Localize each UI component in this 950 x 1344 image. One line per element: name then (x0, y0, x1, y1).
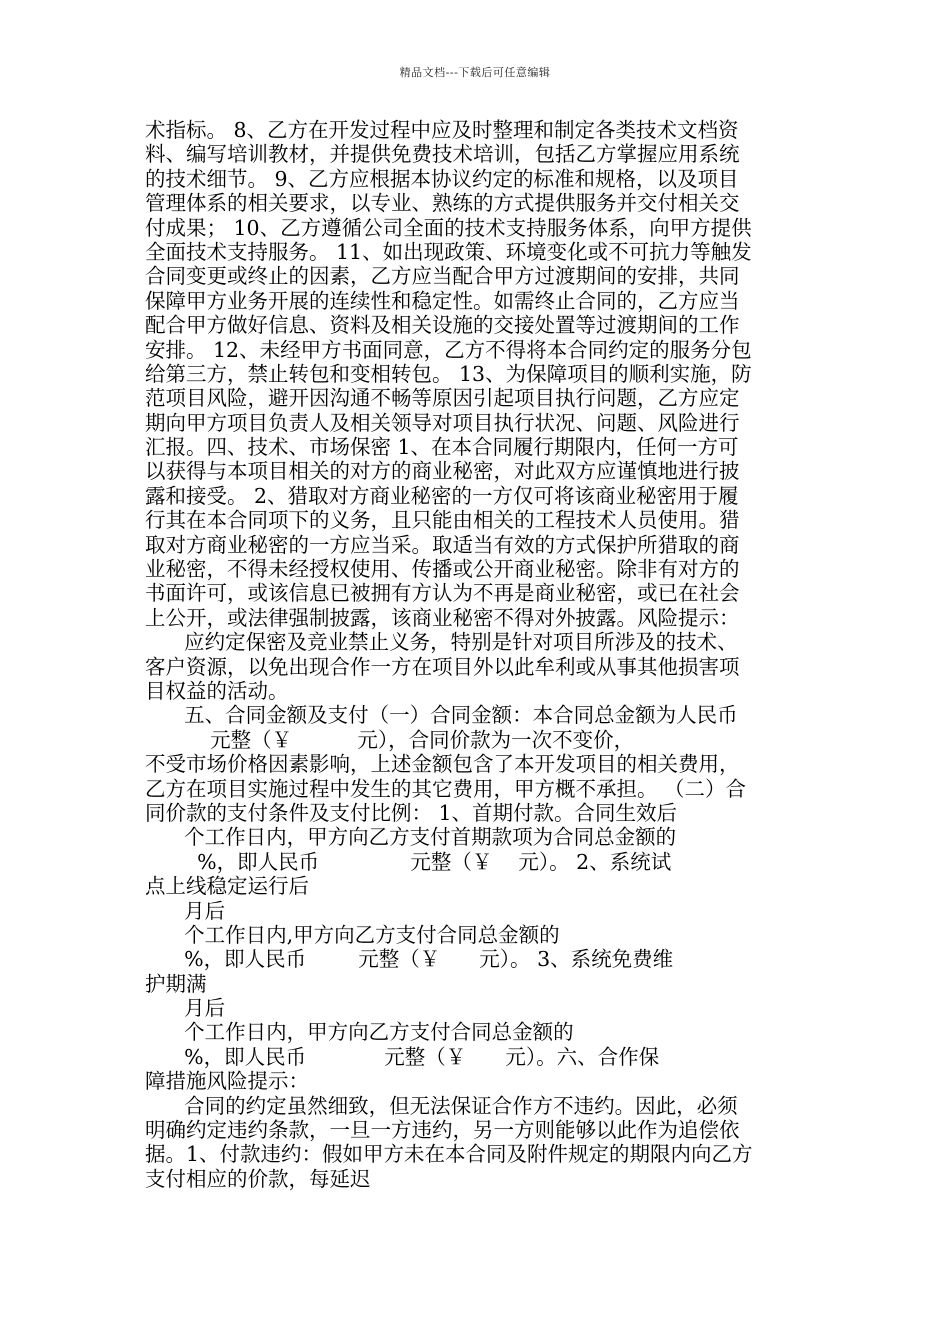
text-line: 管理体系的相关要求，以专业、熟练的方式提供服务并交付相关交 (145, 191, 740, 216)
text-line: 汇报。四、技术、市场保密 1、在本合同履行期限内，任何一方可 (145, 435, 739, 460)
text-line: 给第三方，禁止转包和变相转包。 13、为保障项目的顺利实施，防 (145, 361, 752, 386)
text-line: 目权益的活动。 (145, 678, 289, 703)
text-line: 同价款的支付条件及支付比例： 1、首期付款。合同生效后 (145, 800, 678, 825)
text-line: 护期满 (145, 971, 207, 996)
text-line: 障措施风险提示： (145, 1069, 309, 1094)
text-line: 应约定保密及竞业禁止义务，特别是针对项目所涉及的技术、 (145, 630, 738, 655)
text-line: 个工作日内，甲方向乙方支付首期款项为合同总金额的 (145, 825, 677, 850)
text-line: 明确约定违约条款，一旦一方违约，另一方则能够以此作为追偿依 (145, 1118, 740, 1143)
text-line: 的技术细节。 9、乙方应根据本协议约定的标准和规格，以及项目 (145, 166, 739, 191)
text-line: 术指标。 8、乙方在开发过程中应及时整理和制定各类技术文档资 (145, 118, 739, 142)
text-line: 据。1、付款违约：假如甲方未在本合同及附件规定的期限内向乙方 (145, 1142, 753, 1167)
text-line: %，即人民币 元整（￥ 元）。 2、系统试 (145, 849, 672, 874)
text-line: 月后 (145, 996, 226, 1021)
text-line: %，即人民币 元整（￥ 元）。六、合作保 (145, 1044, 660, 1069)
text-line: 合同的约定虽然细致，但无法保证合作方不违约。因此，必须 (145, 1093, 738, 1118)
page-header: 精品文档---下载后可任意编辑 (399, 66, 551, 79)
text-line: 范项目风险，避开因沟通不畅等原因引起项目执行问题，乙方应定 (145, 386, 740, 411)
text-line: 支付相应的价款，每延迟 (145, 1166, 371, 1191)
text-line: 点上线稳定运行后 (145, 874, 309, 899)
text-line: 露和接受。 2、猎取对方商业秘密的一方仅可将该商业秘密用于履 (145, 483, 739, 508)
text-line: 乙方在项目实施过程中发生的其它费用，甲方概不承担。 （二）合 (145, 776, 747, 801)
text-line: 不受市场价格因素影响，上述金额包含了本开发项目的相关费用， (145, 752, 740, 777)
text-line: 取对方商业秘密的一方应当采。取适当有效的方式保护所猎取的商 (145, 532, 740, 557)
text-line: 客户资源，以免出现合作一方在项目外以此牟利或从事其他损害项 (145, 654, 740, 679)
text-line: 五、合同金额及支付（一）合同金额：本合同总金额为人民币 (145, 703, 738, 728)
text-line: 全面技术支持服务。 11、如出现政策、环境变化或不可抗力等触发 (145, 239, 752, 264)
text-line: 个工作日内，甲方向乙方支付合同总金额的 (145, 1020, 574, 1045)
text-line: 合同变更或终止的因素，乙方应当配合甲方过渡期间的安排，共同 (145, 264, 740, 289)
text-line: 付成果； 10、乙方遵循公司全面的技术支持服务体系，向甲方提供 (145, 215, 752, 240)
text-line: 月后 (145, 898, 226, 923)
text-line: 元整（￥ 元），合同价款为一次不变价， (145, 727, 635, 752)
text-line: %，即人民币 元整（￥ 元）。 3、系统免费维 (145, 947, 674, 972)
text-line: 个工作日内,甲方向乙方支付合同总金额的 (145, 922, 560, 947)
text-line: 业秘密，不得未经授权使用、传播或公开商业秘密。除非有对方的 (145, 557, 740, 582)
text-line: 期向甲方项目负责人及相关领导对项目执行状况、问题、风险进行 (145, 410, 740, 435)
text-line: 安排。 12、未经甲方书面同意，乙方不得将本合同约定的服务分包 (145, 337, 752, 362)
text-line: 配合甲方做好信息、资料及相关设施的交接处置等过渡期间的工作 (145, 313, 740, 338)
document-body (145, 118, 815, 1191)
text-line: 料、编写培训教材，并提供免费技术培训，包括乙方掌握应用系统 (145, 142, 740, 167)
text-line: 保障甲方业务开展的连续性和稳定性。如需终止合同的，乙方应当 (145, 288, 740, 313)
text-line: 以获得与本项目相关的对方的商业秘密，对此双方应谨慎地进行披 (145, 459, 740, 484)
text-line: 书面许可，或该信息已被拥有方认为不再是商业秘密，或已在社会 (145, 581, 740, 606)
text-line: 上公开，或法律强制披露，该商业秘密不得对外披露。风险提示： (145, 605, 740, 630)
text-line: 行其在本合同项下的义务，且只能由相关的工程技术人员使用。猎 (145, 508, 740, 533)
